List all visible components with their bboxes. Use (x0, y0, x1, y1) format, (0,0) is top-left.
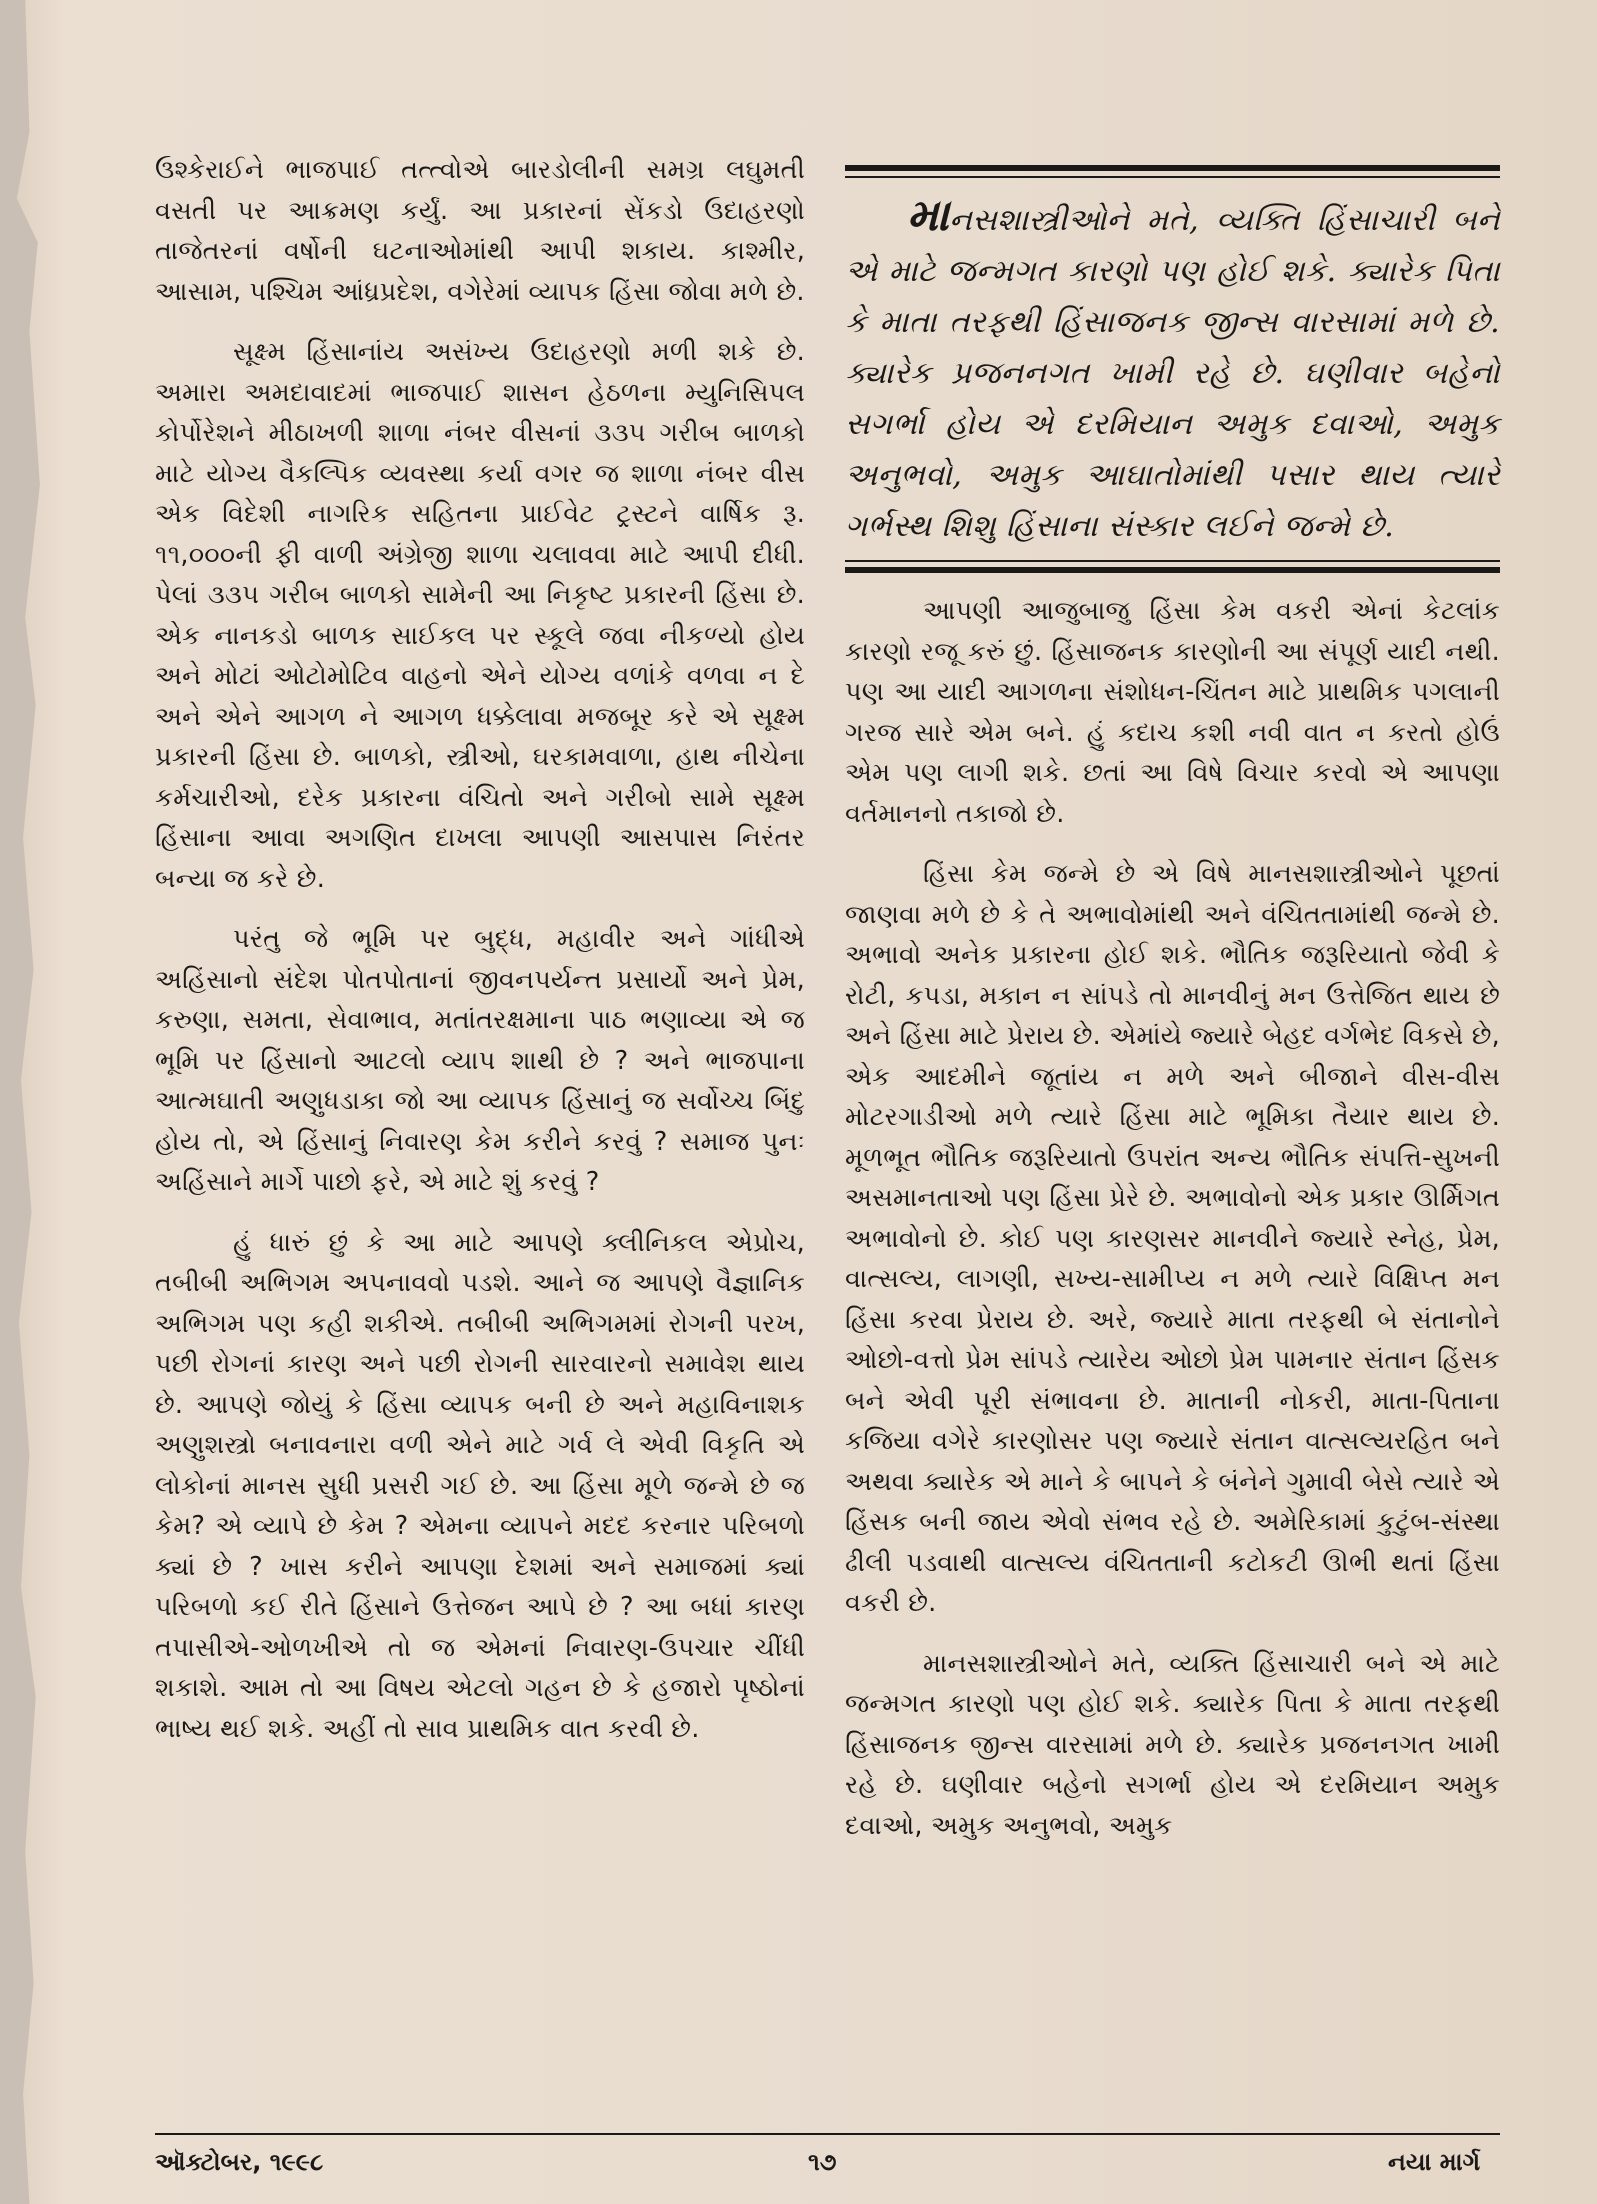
pull-quote-bottom-rule-thin (845, 560, 1500, 562)
pull-quote-top-rule (845, 165, 1500, 171)
pull-quote-box (845, 165, 1500, 573)
footer-rule (155, 2133, 1500, 2135)
pull-quote-top-rule-thin (845, 176, 1500, 178)
pull-quote-drop-letters: મા (907, 190, 950, 241)
pull-quote (845, 190, 1500, 552)
pull-quote-text: નસશાસ્ત્રીઓને મતે, વ્યક્તિ હિંસાચારી બને એ માટે જન્મગત કારણો પણ હોઈ શકે. ક્યારેક પિતા કે માતા તરફથી હિંસાજનક જીન્સ વારસામાં મળે છે. ક્યારેક પ્રજનનગત ખામી રહે છે. ઘણીવાર બહેનો સગર્ભા હોય એ દરમિયાન અમુક દવાઓ, અમુક અનુભવો, અમુક આઘાતોમાંથી પસાર થાય ત્યારે ગર્ભસ્થ શિશુ હિંસાના સંસ્કાર લઈને જન્મે છે. (845, 203, 1500, 544)
publication-name: નયા માર્ગ (1388, 2148, 1481, 2176)
paragraph: હું ધારું છું કે આ માટે આપણે ક્લીનિકલ એપ્રોચ, તબીબી અભિગમ અપનાવવો પડશે. આને જ આપણે વૈજ્ઞાનિક અભિગમ પણ કહી શકીએ. તબીબી અભિગમમાં રોગની પરખ, પછી રોગનાં કારણ અને પછી રોગની સારવારનો સમાવેશ થાય છે. આપણે જોયું કે હિંસા વ્યાપક બની છે અને મહાવિનાશક અણુશસ્ત્રો બનાવનારા વળી એને માટે ગર્વ લે એવી વિકૃતિ એ લોકોનાં માનસ સુધી પ્રસરી ગઈ છે. આ હિંસા મૂળે જન્મે છે જ કેમ? એ વ્યાપે છે કેમ ? એમના વ્યાપને મદદ કરનાર પરિબળો ક્યાં છે ? ખાસ કરીને આપણા દેશમાં અને સમાજમાં ક્યાં પરિબળો કઈ રીતે હિંસાને ઉત્તેજન આપે છે ? આ બધાં કારણ તપાસીએ-ઓળખીએ તો જ એમનાં નિવારણ-ઉપચાર ચીંધી શકાશે. આમ તો આ વિષય એટલો ગહન છે કે હજારો પૃષ્ઠોનાં ભાષ્ય થઈ શકે. અહીં તો સાવ પ્રાથમિક વાત કરવી છે. (155, 1227, 805, 1744)
paragraph: ઉશ્કેરાઈને ભાજપાઈ તત્ત્વોએ બારડોલીની સમગ્ર લઘુમતી વસતી પર આક્રમણ કર્યું. આ પ્રકારનાં સેંકડો ઉદાહરણો તાજેતરનાં વર્ષોની ઘટનાઓમાંથી આપી શકાય. કાશ્મીર, આસામ, પશ્ચિમ આંધ્રપ્રદેશ, વગેરેમાં વ્યાપક હિંસા જોવા મળે છે. (155, 155, 805, 307)
paragraph: સૂક્ષ્મ હિંસાનાંય અસંખ્ય ઉદાહરણો મળી શકે છે. અમારા અમદાવાદમાં ભાજપાઈ શાસન હેઠળના મ્યુનિસિપલ કોર્પોરેશને મીઠાખળી શાળા નંબર વીસનાં ૩૩૫ ગરીબ બાળકો માટે યોગ્ય વૈકલ્પિક વ્યવસ્થા કર્યા વગર જ શાળા નંબર વીસ એક વિદેશી નાગરિક સહિતના પ્રાઈવેટ ટ્રસ્ટને વાર્ષિક રૂ. ૧૧,૦૦૦ની ફી વાળી અંગ્રેજી શાળા ચલાવવા માટે આપી દીધી. પેલાં ૩૩૫ ગરીબ બાળકો સામેની આ નિકૃષ્ટ પ્રકારની હિંસા છે. એક નાનકડો બાળક સાઈકલ પર સ્કૂલે જવા નીકળ્યો હોય અને મોટાં ઓટોમોટિવ વાહનો એને યોગ્ય વળાંકે વળવા ન દે અને એને આગળ ને આગળ ધક્કેલાવા મજબૂર કરે એ સૂક્ષ્મ પ્રકારની હિંસા છે. બાળકો, સ્ત્રીઓ, ઘરકામવાળા, હાથ નીચેના કર્મચારીઓ, દરેક પ્રકારના વંચિતો અને ગરીબો સામે સૂક્ષ્મ હિંસાના આવા અગણિત દાખલા આપણી આસપાસ નિરંતર બન્યા જ કરે છે. (155, 337, 805, 894)
footer-date: ઑક્ટોબર, ૧૯૯૮ (155, 2148, 324, 2176)
paragraph: હિંસા કેમ જન્મે છે એ વિષે માનસશાસ્ત્રીઓને પૂછતાં જાણવા મળે છે કે તે અભાવોમાંથી અને વંચિતતામાંથી જન્મે છે. અભાવો અનેક પ્રકારના હોઈ શકે. ભૌતિક જરૂરિયાતો જેવી કે રોટી, કપડા, મકાન ન સાંપડે તો માનવીનું મન ઉત્તેજિત થાય છે અને હિંસા માટે પ્રેરાય છે. એમાંયે જ્યારે બેહદ વર્ગભેદ વિકસે છે, એક આદમીને જૂતાંય ન મળે અને બીજાને વીસ-વીસ મોટરગાડીઓ મળે ત્યારે હિંસા માટે ભૂમિકા તૈયાર થાય છે. મૂળભૂત ભૌતિક જરૂરિયાતો ઉપરાંત અન્ય ભૌતિક સંપત્તિ-સુખની અસમાનતાઓ પણ હિંસા પ્રેરે છે. અભાવોનો એક પ્રકાર ઊર્મિગત અભાવોનો છે. કોઈ પણ કારણસર માનવીને જ્યારે સ્નેહ, પ્રેમ, વાત્સલ્ય, લાગણી, સખ્ય-સામીપ્ય ન મળે ત્યારે વિક્ષિપ્ત મન હિંસા કરવા પ્રેરાય છે. અરે, જ્યારે માતા તરફથી બે સંતાનોને ઓછો-વત્તો પ્રેમ સાંપડે ત્યારેય ઓછો પ્રેમ પામનાર સંતાન હિંસક બને એવી પૂરી સંભાવના છે. માતાની નોકરી, માતા-પિતાના કજિયા વગેરે કારણોસર પણ જ્યારે સંતાન વાત્સલ્યરહિત બને અથવા ક્યારેક એ માને કે બાપને કે બંનેને ગુમાવી બેસે ત્યારે એ હિંસક બની જાય એવો સંભવ રહે છે. અમેરિકામાં કુટુંબ-સંસ્થા ઢીલી પડવાથી વાત્સલ્ય વંચિતતાની કટોકટી ઊભી થતાં હિંસા વકરી છે. (845, 859, 1500, 1618)
paragraph: આપણી આજુબાજુ હિંસા કેમ વકરી એનાં કેટલાંક કારણો રજૂ કરું છું. હિંસાજનક કારણોની આ સંપૂર્ણ યાદી નથી. પણ આ યાદી આગળના સંશોધન-ચિંતન માટે પ્રાથમિક પગલાની ગરજ સારે એમ બને. હું કદાચ કશી નવી વાત ન કરતો હોઉં એમ પણ લાગી શકે. છતાં આ વિષે વિચાર કરવો એ આપણા વર્તમાનનો તકાજો છે. (845, 596, 1500, 829)
left-column (155, 150, 805, 1769)
right-column (845, 165, 1500, 1866)
paragraph: માનસશાસ્ત્રીઓને મતે, વ્યક્તિ હિંસાચારી બને એ માટે જન્મગત કારણો પણ હોઈ શકે. ક્યારેક પિતા કે માતા તરફથી હિંસાજનક જીન્સ વારસામાં મળે છે. ક્યારેક પ્રજનનગત ખામી રહે છે. ઘણીવાર બહેનો સગર્ભા હોય એ દરમિયાન અમુક દવાઓ, અમુક અનુભવો, અમુક (845, 1648, 1500, 1841)
page-number: ૧૭ (808, 2148, 837, 2176)
pull-quote-bottom-rule (845, 567, 1500, 573)
paragraph: પરંતુ જે ભૂમિ પર બુદ્ધ, મહાવીર અને ગાંધીએ અહિંસાનો સંદેશ પોતપોતાનાં જીવનપર્યન્ત પ્રસાર્યો અને પ્રેમ, કરુણા, સમતા, સેવાભાવ, મતાંતરક્ષમાના પાઠ ભણાવ્યા એ જ ભૂમિ પર હિંસાનો આટલો વ્યાપ શાથી છે ? અને ભાજપાના આત્મઘાતી અણુધડાકા જો આ વ્યાપક હિંસાનું જ સર્વોચ્ચ બિંદુ હોય તો, એ હિંસાનું નિવારણ કેમ કરીને કરવું ? સમાજ પુનઃ અહિંસાને માર્ગે પાછો ફરે, એ માટે શું કરવું ? (155, 924, 805, 1197)
